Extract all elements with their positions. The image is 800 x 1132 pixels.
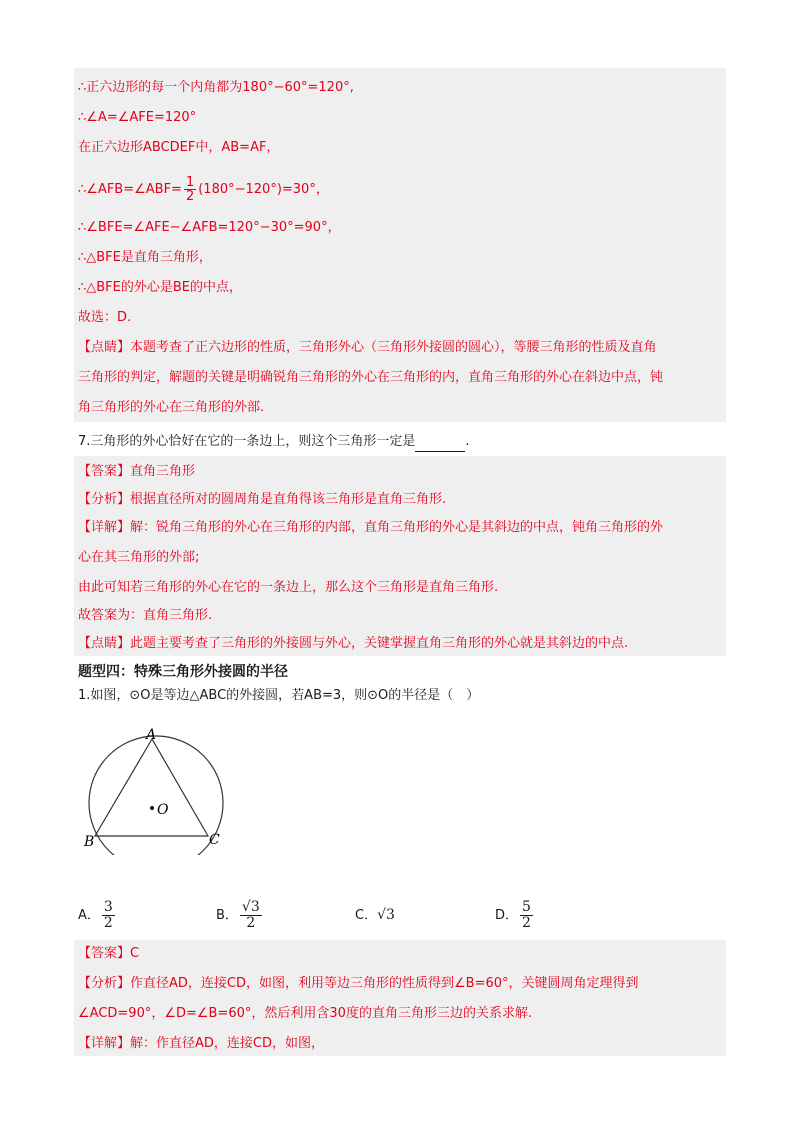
question-7 — [78, 432, 470, 452]
detail-7-line-1: 【详解】解：锐角三角形的外心在三角形的内部，直角三角形的外心是其斜边的中点，钝角三角形的外 — [78, 520, 664, 535]
section-title: 题型四：特殊三角形外接圆的半径 — [78, 664, 288, 680]
center-point — [150, 806, 154, 810]
option-b-numerator: √3 — [241, 899, 260, 915]
option-b[interactable] — [216, 900, 264, 931]
detail-1: 【详解】解：作直径AD，连接CD，如图， — [78, 1036, 324, 1051]
equilateral-triangle — [95, 739, 208, 836]
circle-triangle-figure — [80, 725, 240, 855]
detail-7-line-3: 由此可知若三角形的外心在它的一条边上，那么这个三角形是直角三角形. — [78, 580, 499, 595]
solution-line-7: ∴△BFE的外心是BE的中点， — [78, 280, 243, 295]
answer-7: 【答案】直角三角形 — [78, 464, 196, 479]
option-d-numerator: 5 — [522, 899, 531, 915]
question-1: 1.如图，⊙O是等边△ABC的外接圆，若AB=3，则⊙O的半径是（ ） — [78, 688, 480, 703]
option-d-label: D． — [495, 908, 519, 923]
solution-line-3: 在正六边形ABCDEF中，AB=AF， — [78, 140, 280, 155]
comment-line-1: 【点睛】本题考查了正六边形的性质，三角形外心（三角形外接圆的圆心），等腰三角形的性质及直角 — [78, 340, 657, 355]
solution-line-5: ∴∠BFE=∠AFE−∠AFB=120°−30°=90°， — [78, 220, 341, 235]
option-c-label: C． — [355, 908, 378, 923]
solution-line-4 — [78, 176, 329, 203]
question-7-end: . — [465, 434, 470, 449]
option-d[interactable] — [495, 900, 535, 931]
option-a-fraction — [102, 900, 115, 931]
comment-line-2: 三角形的判定，解题的关键是明确锐角三角形的外心在三角形的内，直角三角形的外心在斜边中点，钝 — [78, 370, 664, 385]
fraction-numerator: 1 — [185, 175, 195, 190]
answer-1: 【答案】C — [78, 946, 140, 961]
label-o: O — [157, 802, 169, 818]
label-c: C — [209, 832, 220, 848]
solution-line-8: 故选：D. — [78, 310, 132, 325]
detail-7-line-2: 心在其三角形的外部; — [78, 550, 200, 565]
comment-7: 【点睛】此题主要考查了三角形的外接圆与外心，关键掌握直角三角形的外心就是其斜边的中点. — [78, 636, 629, 651]
detail-7-line-4: 故答案为：直角三角形. — [78, 608, 213, 623]
option-a[interactable] — [78, 900, 117, 931]
fraction-one-half — [184, 176, 196, 203]
analysis-1-line-1: 【分析】作直径AD，连接CD，如图，利用等边三角形的性质得到∠B=60°，关键圆周角定理得到 — [78, 976, 639, 991]
circumcircle — [89, 736, 223, 855]
option-d-denominator: 2 — [522, 915, 531, 931]
option-b-fraction — [240, 900, 262, 931]
analysis-1-line-2: ∠ACD=90°，∠D=∠B=60°，然后利用含30度的直角三角形三边的关系求解. — [78, 1006, 533, 1021]
option-a-denominator: 2 — [103, 915, 113, 931]
analysis-7: 【分析】根据直径所对的圆周角是直角得该三角形是直角三角形. — [78, 492, 447, 507]
option-a-label: A． — [78, 908, 100, 923]
option-b-label: B． — [216, 908, 238, 923]
option-b-denominator: 2 — [246, 915, 256, 931]
option-a-numerator: 3 — [103, 899, 113, 915]
option-c-value: √3 — [377, 907, 395, 923]
fraction-denominator: 2 — [185, 189, 195, 204]
question-7-text: 7.三角形的外心恰好在它的一条边上，则这个三角形一定是 — [78, 434, 416, 449]
solution-line-4-suffix: (180°−120°)=30°， — [198, 182, 329, 197]
option-d-fraction — [520, 900, 533, 931]
solution-line-6: ∴△BFE是直角三角形， — [78, 250, 212, 265]
option-c[interactable] — [355, 904, 395, 923]
answer-blank — [415, 437, 465, 452]
label-a: A — [146, 727, 157, 743]
label-b: B — [84, 834, 95, 850]
solution-line-2: ∴∠A=∠AFE=120° — [78, 110, 197, 125]
solution-line-1: ∴正六边形的每一个内角都为180°−60°=120°, — [78, 80, 354, 95]
solution-line-4-prefix: ∴∠AFB=∠ABF= — [78, 182, 182, 197]
comment-line-3: 角三角形的外心在三角形的外部. — [78, 400, 265, 415]
